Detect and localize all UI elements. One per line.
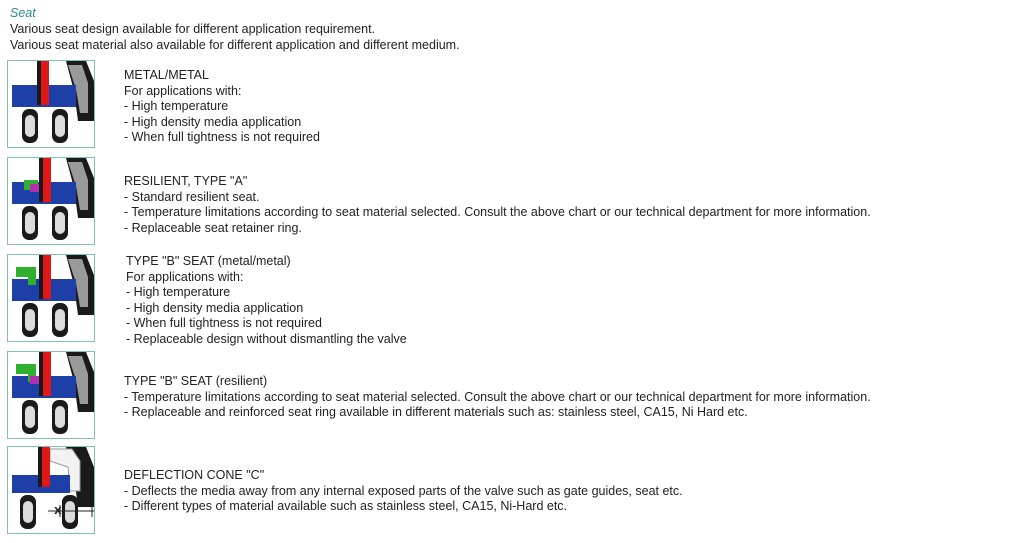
seat-description: [126, 254, 407, 347]
seat-line: - High density media application: [126, 300, 304, 315]
seat-resilient-type-a-icon: [7, 157, 95, 245]
seat-line: - Different types of material available such as stainless steel, CA15, Ni-Hard etc.: [124, 499, 568, 513]
seat-title: TYPE "B" SEAT (resilient): [124, 374, 268, 388]
dimension-label: X: [54, 506, 62, 517]
seat-line: - Temperature limitations according to seat material selected. Consult the above chart or our technical department for more information.: [124, 205, 871, 219]
section-title: Seat: [10, 6, 36, 20]
seat-description: [124, 468, 683, 515]
seat-description: [124, 174, 871, 236]
seat-line: - High density media application: [124, 114, 302, 129]
seat-line: - Replaceable design without dismantling the valve: [126, 331, 407, 346]
seat-line: - When full tightness is not required: [126, 316, 322, 330]
seat-deflection-cone-icon: [7, 446, 95, 534]
intro-line-2: Various seat material also available for different application and different medium.: [10, 38, 460, 52]
seat-title: METAL/METAL: [124, 68, 209, 82]
section-header: [10, 5, 460, 53]
seat-line: - Replaceable and reinforced seat ring available in different materials such as: stainless steel, CA15, Ni Hard etc.: [124, 405, 748, 419]
intro-line-1: Various seat design available for different application requirement.: [10, 22, 376, 36]
seat-line: - Replaceable seat retainer ring.: [124, 220, 302, 235]
seat-title: RESILIENT, TYPE "A": [124, 174, 248, 188]
seat-line: - When full tightness is not required: [124, 130, 320, 144]
seat-metal-metal-icon: [7, 60, 95, 148]
seat-line: - Standard resilient seat.: [124, 189, 260, 204]
seat-title: DEFLECTION CONE "C": [124, 468, 265, 482]
seat-description: [124, 374, 871, 421]
seat-title: TYPE "B" SEAT (metal/metal): [126, 254, 291, 268]
seat-line: - Temperature limitations according to seat material selected. Consult the above chart or our technical department for more information.: [124, 389, 871, 404]
seat-line: - High temperature: [124, 99, 229, 113]
seat-line: For applications with:: [124, 83, 242, 98]
seat-type-b-metal-icon: [7, 254, 95, 342]
seat-line: For applications with:: [126, 269, 244, 284]
seat-line: - Deflects the media away from any internal exposed parts of the valve such as gate guides, seat etc.: [124, 483, 683, 498]
seat-type-b-resilient-icon: [7, 351, 95, 439]
seat-line: - High temperature: [126, 285, 231, 299]
seat-description: [124, 68, 320, 146]
